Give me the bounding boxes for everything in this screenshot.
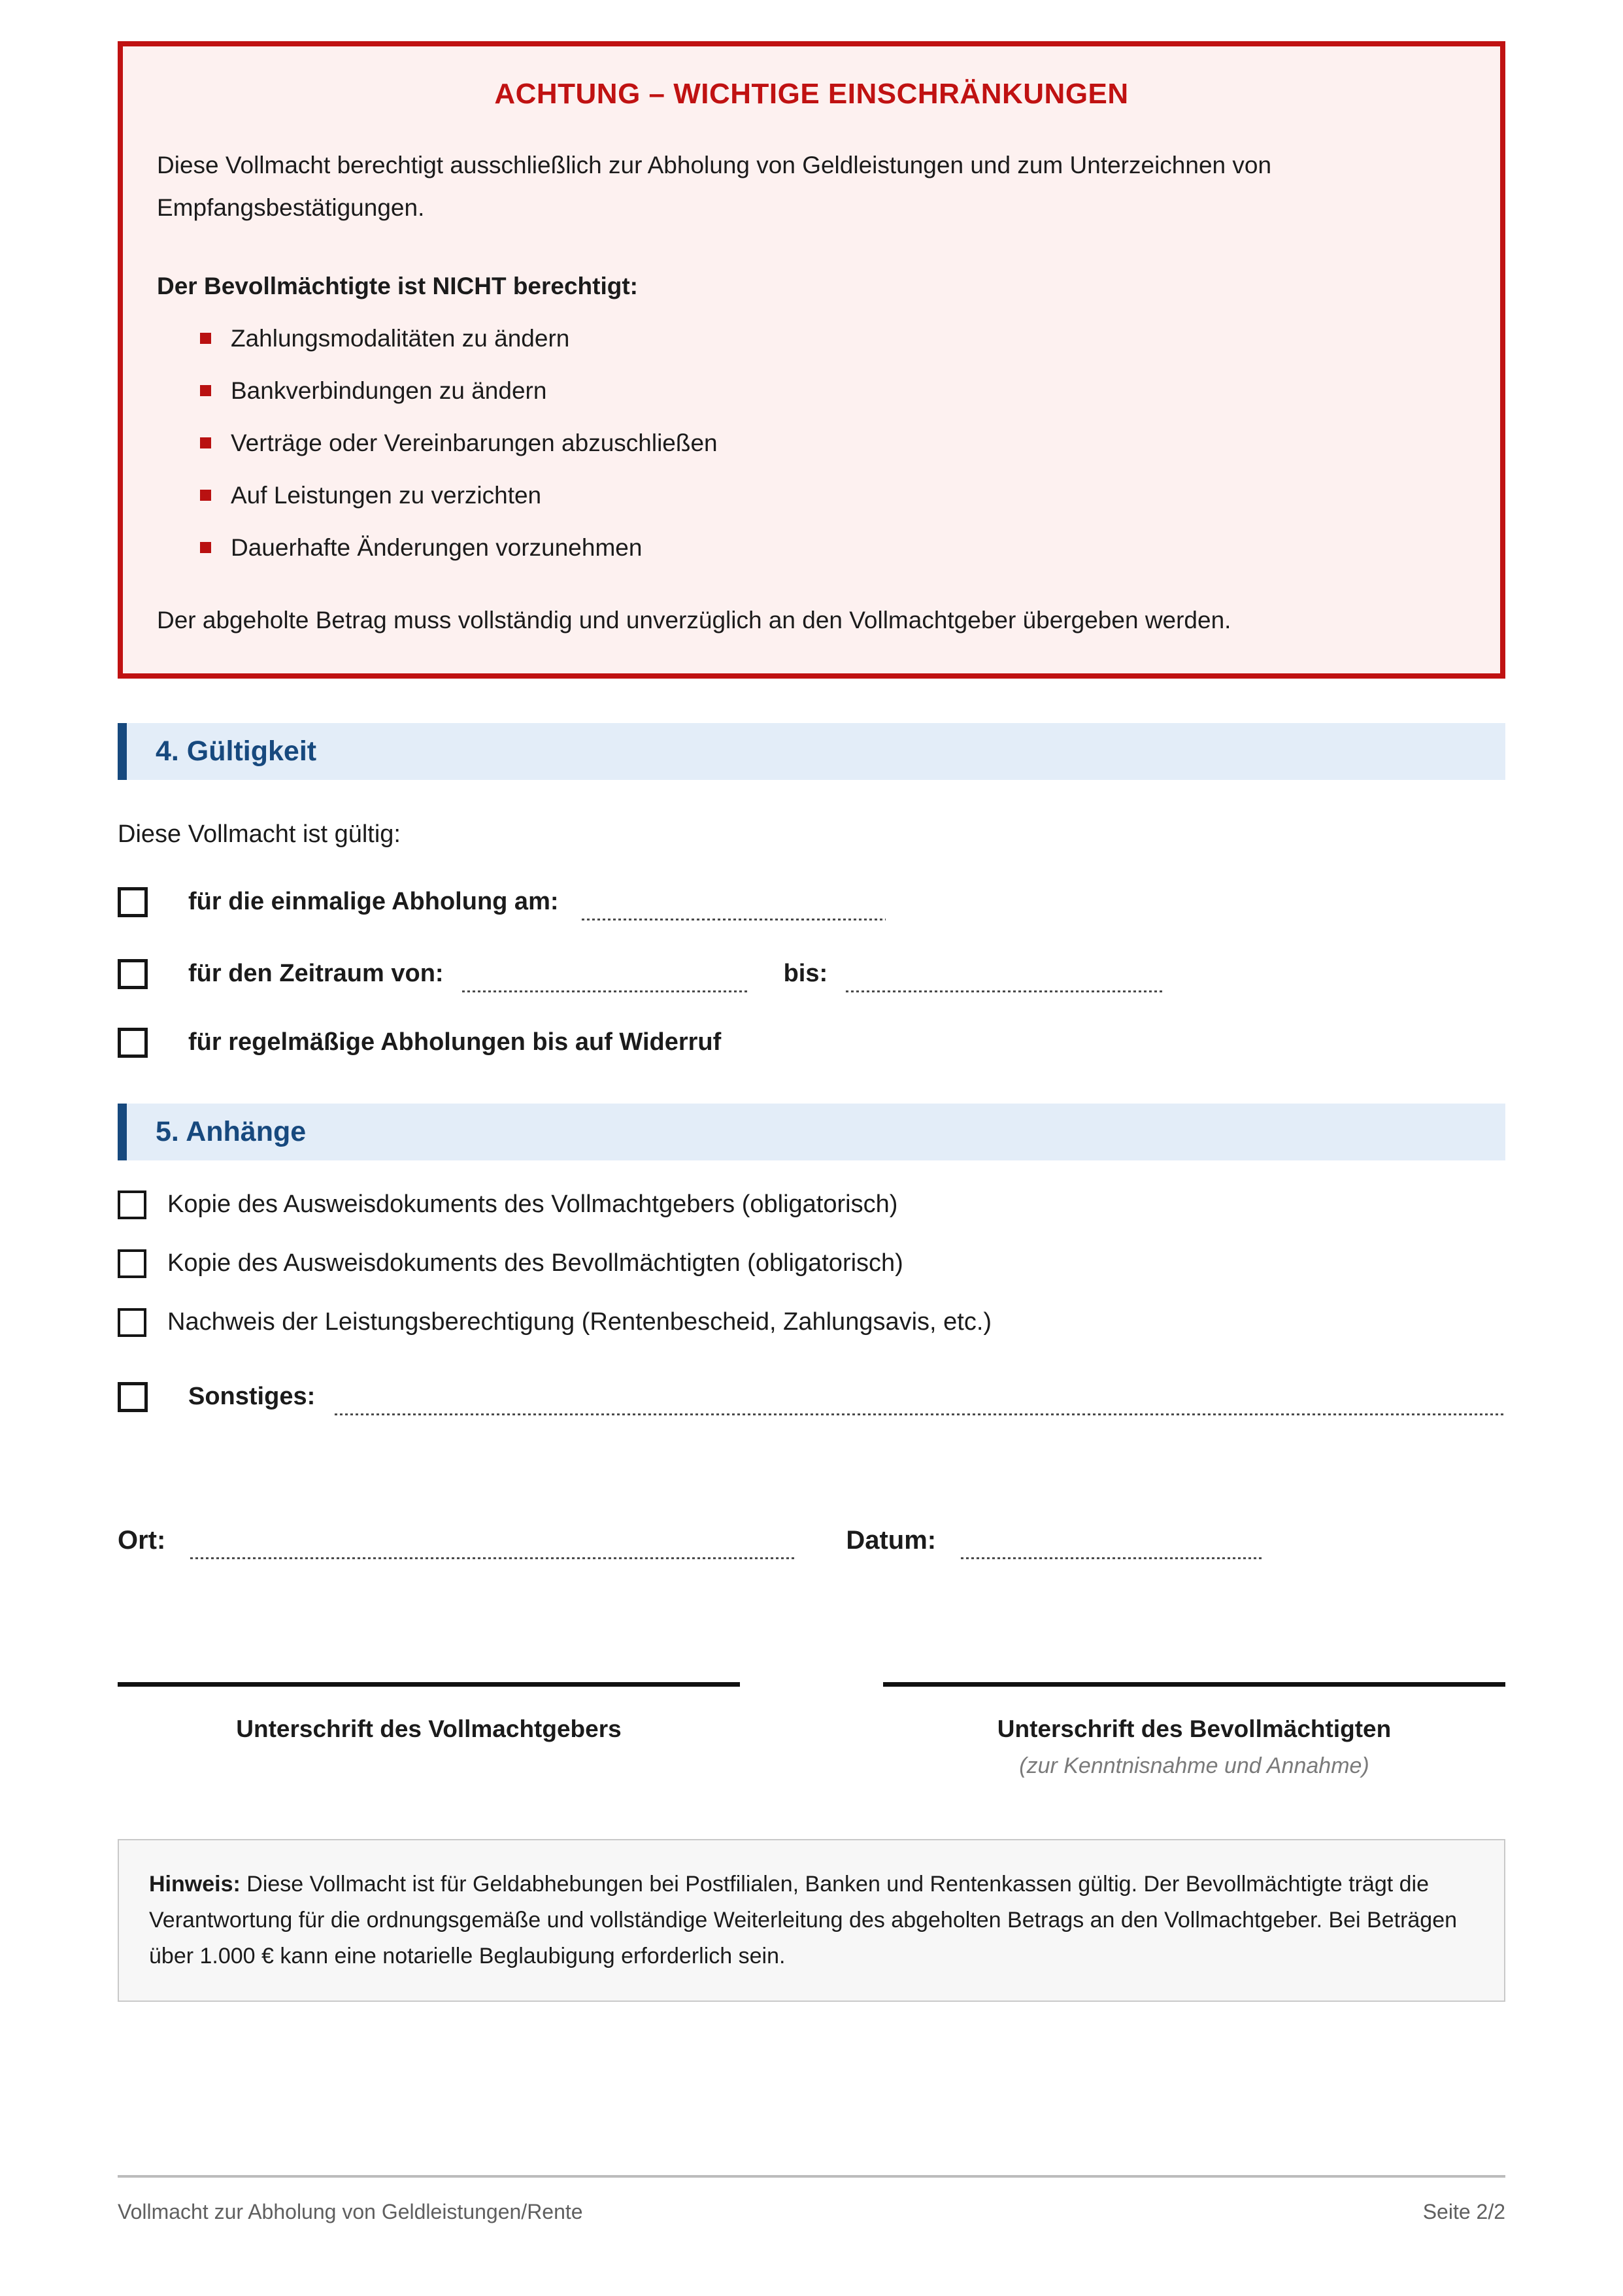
note-box	[118, 1839, 1505, 2002]
warning-box	[118, 41, 1505, 679]
page-footer	[118, 2175, 1505, 2296]
date-label: Datum:	[846, 1526, 937, 1555]
list-item	[200, 534, 1466, 562]
checkbox-other[interactable]	[118, 1382, 148, 1412]
signature-line-principal[interactable]	[118, 1682, 740, 1687]
section-header-validity	[118, 723, 1505, 780]
checkbox-id-copy-agent[interactable]	[118, 1249, 146, 1278]
single-pickup-date-field[interactable]	[582, 893, 886, 920]
note-text: Diese Vollmacht ist für Geldabhebungen bei Postfilialen, Banken und Rentenkassen gültig. Der Bevollmächtigte trägt die Verantwortung für die ordnungsgemäße und vollständige Weiterleitung des abgeholten Betrags an den Vollmachtgeber. Bei Beträgen über 1.000 € kann eine notarielle Beglaubigung erforderlich sein.	[149, 1871, 1458, 1968]
attachment-row-id-principal	[118, 1190, 1505, 1219]
option-row-single-pickup	[118, 884, 1505, 920]
checkbox-until-revoked[interactable]	[118, 1028, 148, 1058]
footer-document-title: Vollmacht zur Abholung von Geldleistungen/Rente	[118, 2200, 583, 2223]
list-item	[200, 482, 1466, 509]
attachment-row-entitlement-proof	[118, 1308, 1505, 1337]
bullet-marker	[200, 385, 211, 396]
option-row-until-revoked	[118, 1028, 1505, 1058]
option-label: für den Zeitraum von:	[188, 960, 444, 988]
option-label: für regelmäßige Abholungen bis auf Widerruf	[188, 1028, 722, 1056]
signature-label-agent: Unterschrift des Bevollmächtigten	[997, 1715, 1392, 1742]
list-item	[200, 377, 1466, 405]
note-label: Hinweis:	[149, 1871, 241, 1897]
signature-area	[118, 1682, 1505, 1779]
bullet-marker	[200, 490, 211, 501]
bullet-marker	[200, 437, 211, 448]
prohibited-heading: Der Bevollmächtigte ist NICHT berechtigt:	[157, 272, 639, 299]
other-label: Sonstiges:	[188, 1383, 316, 1411]
place-label: Ort:	[118, 1526, 166, 1555]
option-label: für die einmalige Abholung am:	[188, 888, 559, 916]
option-label-until: bis:	[783, 960, 828, 988]
signature-principal	[118, 1682, 740, 1779]
section-title: 5. Anhänge	[156, 1115, 307, 1147]
signature-note-agent: (zur Kenntnisnahme und Annahme)	[1019, 1753, 1369, 1778]
checkbox-single-pickup[interactable]	[118, 887, 148, 917]
attachment-label: Kopie des Ausweisdokuments des Vollmachtgebers (obligatorisch)	[167, 1190, 898, 1219]
checkbox-entitlement-proof[interactable]	[118, 1308, 146, 1337]
footer-page-indicator: Seite 2/2	[1422, 2200, 1505, 2223]
list-item-label: Dauerhafte Änderungen vorzunehmen	[231, 533, 643, 561]
option-row-period	[118, 956, 1505, 992]
place-date-row	[118, 1523, 1505, 1559]
warning-intro-text: Diese Vollmacht berechtigt ausschließlich zur Abholung von Geldleistungen und zum Unterzeichnen von Empfangsbestätigungen.	[157, 152, 1272, 221]
list-item-label: Bankverbindungen zu ändern	[231, 377, 547, 404]
period-to-field[interactable]	[846, 965, 1163, 992]
list-item	[200, 430, 1466, 457]
bullet-marker	[200, 333, 211, 344]
validity-intro: Diese Vollmacht ist gültig:	[118, 820, 401, 848]
period-from-field[interactable]	[462, 965, 750, 992]
list-item	[200, 325, 1466, 352]
list-item-label: Verträge oder Vereinbarungen abzuschließen	[231, 429, 718, 456]
checkbox-period[interactable]	[118, 959, 148, 989]
warning-title: ACHTUNG – WICHTIGE EINSCHRÄNKUNGEN	[494, 78, 1129, 110]
list-item-label: Zahlungsmodalitäten zu ändern	[231, 324, 570, 352]
signature-label-principal: Unterschrift des Vollmachtgebers	[236, 1715, 622, 1742]
attachment-label: Nachweis der Leistungsberechtigung (Rentenbescheid, Zahlungsavis, etc.)	[167, 1308, 992, 1336]
signature-line-agent[interactable]	[883, 1682, 1505, 1687]
attachment-row-other	[118, 1379, 1505, 1415]
signature-agent	[883, 1682, 1505, 1779]
list-item-label: Auf Leistungen zu verzichten	[231, 481, 542, 509]
attachment-row-id-agent	[118, 1249, 1505, 1278]
bullet-marker	[200, 542, 211, 553]
section-header-attachments	[118, 1104, 1505, 1160]
place-field[interactable]	[190, 1532, 795, 1559]
attachment-label: Kopie des Ausweisdokuments des Bevollmächtigten (obligatorisch)	[167, 1249, 903, 1277]
section-title: 4. Gültigkeit	[156, 735, 317, 767]
checkbox-id-copy-principal[interactable]	[118, 1190, 146, 1219]
date-field[interactable]	[961, 1532, 1263, 1559]
warning-closing-text: Der abgeholte Betrag muss vollständig und unverzüglich an den Vollmachtgeber übergeben werden.	[157, 606, 1231, 633]
other-field[interactable]	[335, 1388, 1505, 1415]
prohibited-list	[200, 325, 1466, 562]
